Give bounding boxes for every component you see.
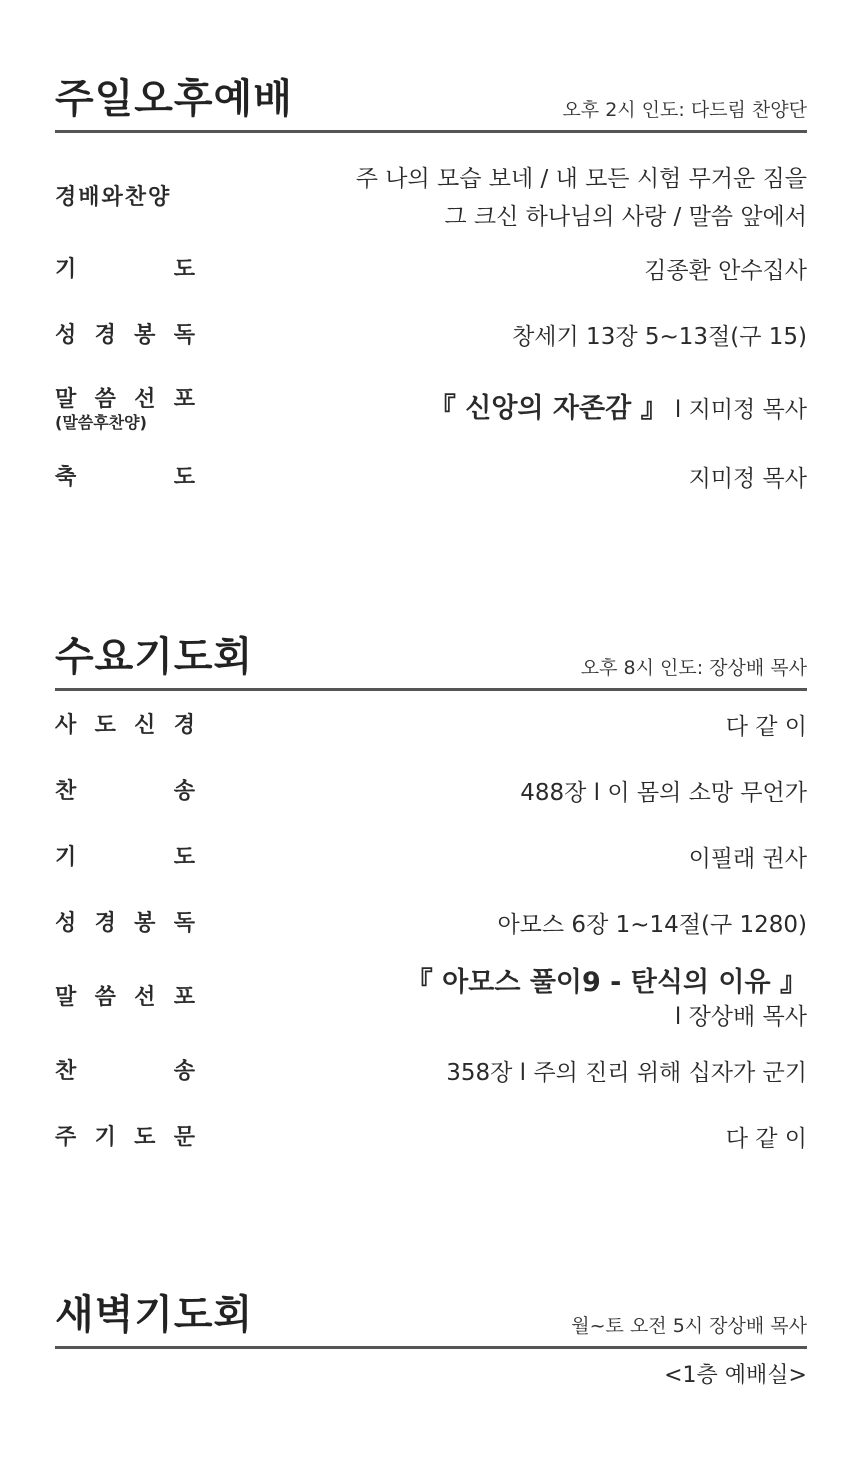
section-subtitle: 오후 2시 인도: 다드림 찬양단 [562, 99, 807, 121]
row-label: 말 씀 선 포 [55, 985, 195, 1010]
benediction-minister: 지미정 목사 [688, 466, 807, 492]
row-label: 기 도 [55, 845, 195, 870]
row-label: 기 도 [55, 257, 195, 282]
prayer-leader: 이필래 권사 [688, 846, 807, 872]
creed-value: 다 같 이 [725, 714, 807, 740]
prayer-leader: 김종환 안수집사 [644, 258, 807, 284]
praise-songs-line1: 주 나의 모습 보네 / 내 모든 시험 무거운 짐을 [355, 166, 807, 192]
row-label: 주 기 도 문 [55, 1125, 195, 1150]
row-label: 축 도 [55, 465, 195, 490]
section-title: 주일오후예배 [55, 76, 293, 122]
hymn-value: 358장 l 주의 진리 위해 십자가 군기 [446, 1060, 807, 1086]
row-label-note: (말씀후찬양) [55, 413, 147, 432]
sermon-title: 『 신앙의 자존감 』 [428, 393, 668, 424]
section-header [55, 636, 807, 688]
preacher: l 장상배 목사 [674, 1004, 807, 1030]
row-label: 성 경 봉 독 [55, 323, 195, 348]
row-label: 성 경 봉 독 [55, 911, 195, 936]
location-note: <1층 예배실> [664, 1363, 807, 1388]
sermon-line [429, 386, 807, 425]
section-wednesday-prayer [55, 634, 807, 1152]
row-label: 찬 송 [55, 1059, 195, 1084]
scripture-reference: 창세기 13장 5~13절(구 15) [512, 324, 807, 350]
section-sunday-afternoon [55, 76, 807, 492]
section-divider [55, 1346, 807, 1349]
sermon-title: 『 아모스 풀이9 - 탄식의 이유 』 [405, 967, 807, 998]
scripture-reference: 아모스 6장 1~14절(구 1280) [497, 912, 807, 938]
praise-songs-line2: 그 크신 하나님의 사랑 / 말씀 앞에서 [444, 204, 807, 230]
section-subtitle: 월~토 오전 5시 장상배 목사 [571, 1315, 807, 1337]
row-label: 경배와찬양 [55, 185, 172, 210]
section-divider [55, 130, 807, 133]
section-subtitle: 오후 8시 인도: 장상배 목사 [580, 657, 807, 679]
section-dawn-prayer [55, 1292, 807, 1388]
hymn-value: 488장 l 이 몸의 소망 무언가 [520, 780, 807, 806]
section-header [55, 78, 807, 130]
section-divider [55, 688, 807, 691]
lords-prayer-value: 다 같 이 [725, 1126, 807, 1152]
section-title: 수요기도회 [55, 634, 254, 680]
section-header [55, 1294, 807, 1346]
section-title: 새벽기도회 [55, 1292, 254, 1338]
row-label: 사 도 신 경 [55, 713, 195, 738]
preacher: l 지미정 목사 [667, 397, 807, 423]
row-label: 말 씀 선 포 [55, 387, 195, 412]
row-label: 찬 송 [55, 779, 195, 804]
